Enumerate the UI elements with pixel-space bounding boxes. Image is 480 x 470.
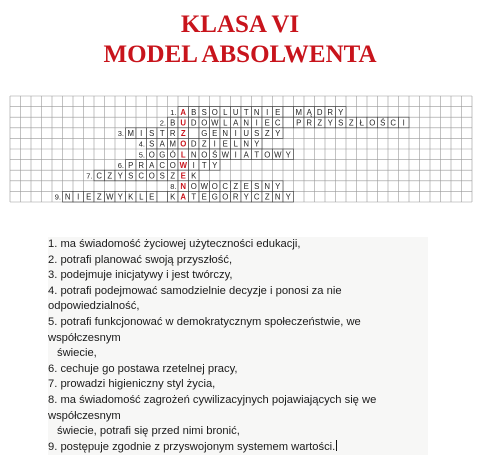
- clue-number: 8.: [170, 182, 177, 192]
- crossword-letter: T: [201, 160, 207, 170]
- key-letter: O: [180, 139, 187, 149]
- crossword-letter: Ą: [306, 107, 312, 117]
- crossword-letter: Z: [170, 171, 176, 181]
- key-letter: N: [180, 182, 187, 192]
- crossword-letter: O: [211, 107, 218, 117]
- crossword-letter: O: [211, 182, 218, 192]
- list-item-number: 4.: [48, 284, 61, 297]
- crossword-letter: P: [128, 160, 134, 170]
- clue-number: 7.: [86, 171, 93, 181]
- crossword-letter: T: [191, 192, 197, 202]
- crossword-letter: R: [327, 107, 334, 117]
- crossword-letter: S: [149, 129, 155, 139]
- crossword-letter: N: [243, 118, 250, 128]
- list-item-number: 7.: [48, 378, 61, 391]
- crossword-letter: N: [274, 192, 281, 202]
- key-letter: W: [179, 160, 187, 170]
- crossword-letter: Z: [96, 192, 102, 202]
- crossword-letter: Ó: [169, 150, 176, 160]
- crossword-letter: O: [201, 118, 208, 128]
- clue-number: 6.: [117, 160, 124, 170]
- crossword-letter: B: [170, 118, 176, 128]
- list-item-text: podejmuje inicjatywy i jest twórczy,: [60, 269, 233, 282]
- crossword-letter: N: [264, 182, 271, 192]
- list-item-text: potrafi funkcjonować w demokratycznym społeczeństwie, we współczesnym: [48, 315, 364, 344]
- list-item-number: 1.: [48, 238, 61, 250]
- list-item-number: 8.: [48, 393, 61, 406]
- crossword-letter: I: [266, 107, 269, 117]
- crossword-letter: A: [159, 139, 165, 149]
- list-item: [48, 315, 428, 362]
- crossword-letter: T: [254, 150, 260, 160]
- crossword-letter: S: [338, 118, 344, 128]
- crossword-letter: I: [213, 139, 216, 149]
- crossword-letter: G: [201, 129, 208, 139]
- crossword-letter: Y: [285, 150, 291, 160]
- crossword-letter: W: [200, 182, 208, 192]
- list-item-text: ma świadomość zagrożeń cywilizacyjnych pojawiających się we współczesnym: [48, 393, 380, 422]
- crossword-letter: L: [139, 192, 144, 202]
- list-item: [48, 440, 428, 456]
- crossword-letter: C: [138, 171, 145, 181]
- crossword-cell: [283, 117, 294, 128]
- crossword-letter: Y: [327, 118, 333, 128]
- crossword-letter: S: [254, 129, 260, 139]
- crossword-letter: E: [264, 118, 270, 128]
- crossword-letter: N: [64, 192, 71, 202]
- crossword-letter: K: [170, 192, 176, 202]
- crossword-letter: O: [169, 160, 176, 170]
- crossword-letter: C: [159, 160, 166, 170]
- crossword-letter: N: [243, 139, 250, 149]
- crossword-letter: L: [233, 139, 238, 149]
- crossword-letter: R: [306, 118, 313, 128]
- crossword-letter: Z: [348, 118, 354, 128]
- crossword-letter: Y: [117, 171, 123, 181]
- list-item: [48, 377, 428, 393]
- list-item-text: postępuje zgodnie z przyswojonym systemem wartości.: [60, 440, 336, 453]
- crossword-letter: K: [191, 171, 197, 181]
- crossword-letter: O: [369, 118, 376, 128]
- list-item-number: 3.: [48, 269, 61, 282]
- crossword-letter: A: [243, 150, 249, 160]
- crossword-cell: [283, 107, 294, 118]
- crossword-letter: L: [223, 107, 228, 117]
- crossword-letter: I: [192, 160, 195, 170]
- crossword-letter: O: [264, 150, 271, 160]
- clue-number: 3.: [117, 129, 124, 139]
- clue-number: 1.: [170, 107, 177, 117]
- crossword-letter: E: [201, 192, 207, 202]
- page-subtitle: MODEL ABSOLWENTA: [103, 41, 377, 68]
- list-item-continuation: świecie,: [57, 347, 97, 360]
- crossword-cell: [157, 191, 168, 202]
- clue-number: 9.: [54, 192, 61, 202]
- crossword-letter: Y: [338, 107, 344, 117]
- list-item-text: prowadzi higieniczny styl życia,: [60, 378, 216, 391]
- crossword-letter: K: [128, 192, 134, 202]
- list-item: [48, 393, 428, 440]
- crossword-letter: U: [232, 107, 239, 117]
- crossword-letter: Ł: [359, 118, 364, 128]
- crossword-letter: P: [296, 118, 302, 128]
- crossword-letter: Z: [264, 192, 270, 202]
- crossword-letter: Y: [275, 129, 281, 139]
- crossword-letter: O: [222, 192, 229, 202]
- list-item-text: ma świadomość życiowej użyteczności edukacji,: [60, 238, 301, 250]
- crossword-letter: D: [316, 107, 323, 117]
- crossword-letter: Y: [243, 192, 249, 202]
- text-cursor: [336, 440, 337, 451]
- crossword-letter: A: [149, 160, 155, 170]
- crossword-letter: I: [140, 129, 143, 139]
- crossword-letter: G: [159, 150, 166, 160]
- crossword-letter: Z: [201, 139, 207, 149]
- crossword-letter: Y: [275, 182, 281, 192]
- crossword-letter: S: [128, 171, 134, 181]
- crossword-letter: O: [148, 171, 155, 181]
- crossword-letter: S: [254, 182, 260, 192]
- crossword-letter: W: [211, 118, 219, 128]
- crossword-letter: O: [148, 150, 155, 160]
- key-letter: E: [180, 171, 186, 181]
- crossword-letter: S: [201, 107, 207, 117]
- list-item: [48, 268, 428, 284]
- crossword-letter: C: [390, 118, 397, 128]
- crossword-letter: C: [274, 118, 281, 128]
- crossword-letter: D: [190, 118, 197, 128]
- crossword-letter: W: [221, 150, 229, 160]
- crossword-letter: T: [159, 129, 165, 139]
- crossword-letter: W: [106, 192, 114, 202]
- list-item-text: potrafi podejmować samodzielnie decyzje i ponosi za nie odpowiedzialność,: [48, 284, 345, 313]
- crossword-letter: O: [190, 182, 197, 192]
- crossword-letter: E: [275, 107, 281, 117]
- crossword-letter: E: [212, 129, 218, 139]
- clue-number: 4.: [138, 139, 145, 149]
- crossword-letter: Z: [317, 118, 323, 128]
- crossword-letter: A: [233, 118, 239, 128]
- crossword-letter: T: [243, 107, 249, 117]
- crossword-letter: I: [234, 129, 237, 139]
- crossword-letter: Y: [212, 160, 218, 170]
- list-item-number: 9.: [48, 440, 61, 453]
- crossword-letter: E: [149, 192, 155, 202]
- list-item-text: potrafi planować swoją przyszłość,: [60, 253, 233, 266]
- crossword-letter: B: [191, 107, 197, 117]
- list-item-number: 6.: [48, 362, 61, 375]
- list-item: [48, 237, 428, 253]
- crossword-letter: N: [190, 150, 197, 160]
- crossword-letter: Z: [107, 171, 113, 181]
- crossword-letter: S: [149, 139, 155, 149]
- clue-number: 2.: [159, 118, 166, 128]
- page-title: KLASA VI: [180, 11, 300, 38]
- key-letter: U: [180, 118, 187, 128]
- clue-number: 5.: [138, 150, 145, 160]
- crossword-letter: Y: [285, 192, 291, 202]
- list-item-continuation: świecie, potrafi się przed nimi bronić,: [57, 425, 240, 438]
- crossword-letter: I: [402, 118, 405, 128]
- crossword-letter: L: [223, 118, 228, 128]
- crossword-letter: W: [274, 150, 282, 160]
- key-letter: A: [180, 192, 187, 202]
- crossword-letter: Y: [117, 192, 123, 202]
- key-letter: Z: [180, 129, 186, 139]
- crossword-letter: R: [169, 129, 176, 139]
- crossword-cell: [189, 128, 200, 139]
- crossword-letter: E: [86, 192, 92, 202]
- list-item: [48, 284, 428, 315]
- crossword-letter: I: [77, 192, 80, 202]
- crossword-letter: G: [211, 192, 218, 202]
- key-letter: L: [180, 150, 186, 160]
- crossword-letter: U: [243, 129, 250, 139]
- crossword-letter: D: [190, 139, 197, 149]
- crossword-letter: O: [201, 150, 208, 160]
- crossword-letter: Z: [264, 129, 270, 139]
- crossword-letter: N: [253, 107, 260, 117]
- crossword-letter: M: [295, 107, 302, 117]
- crossword-letter: E: [222, 139, 228, 149]
- crossword-letter: M: [169, 139, 176, 149]
- crossword-letter: Ś: [212, 150, 218, 160]
- crossword-letter: M: [127, 129, 134, 139]
- list-item: [48, 362, 428, 378]
- list-item-number: 2.: [48, 253, 61, 266]
- crossword-letter: N: [222, 129, 229, 139]
- crossword-letter: C: [222, 182, 229, 192]
- list-item: [48, 253, 428, 269]
- crossword-letter: R: [138, 160, 145, 170]
- key-letter: A: [180, 107, 187, 117]
- crossword-letter: Ś: [380, 118, 386, 128]
- list-item-number: 5.: [48, 315, 61, 328]
- outcomes-list: [48, 237, 428, 455]
- crossword-letter: R: [232, 192, 239, 202]
- crossword-letter: C: [96, 171, 103, 181]
- crossword-letter: S: [159, 171, 165, 181]
- crossword-letter: I: [234, 150, 237, 160]
- crossword-letter: I: [255, 118, 258, 128]
- crossword-letter: C: [253, 192, 260, 202]
- list-item-text: cechuje go postawa rzetelnej pracy,: [60, 362, 238, 375]
- crossword-letter: Z: [233, 182, 239, 192]
- crossword-letter: Y: [254, 139, 260, 149]
- crossword-letter: E: [243, 182, 249, 192]
